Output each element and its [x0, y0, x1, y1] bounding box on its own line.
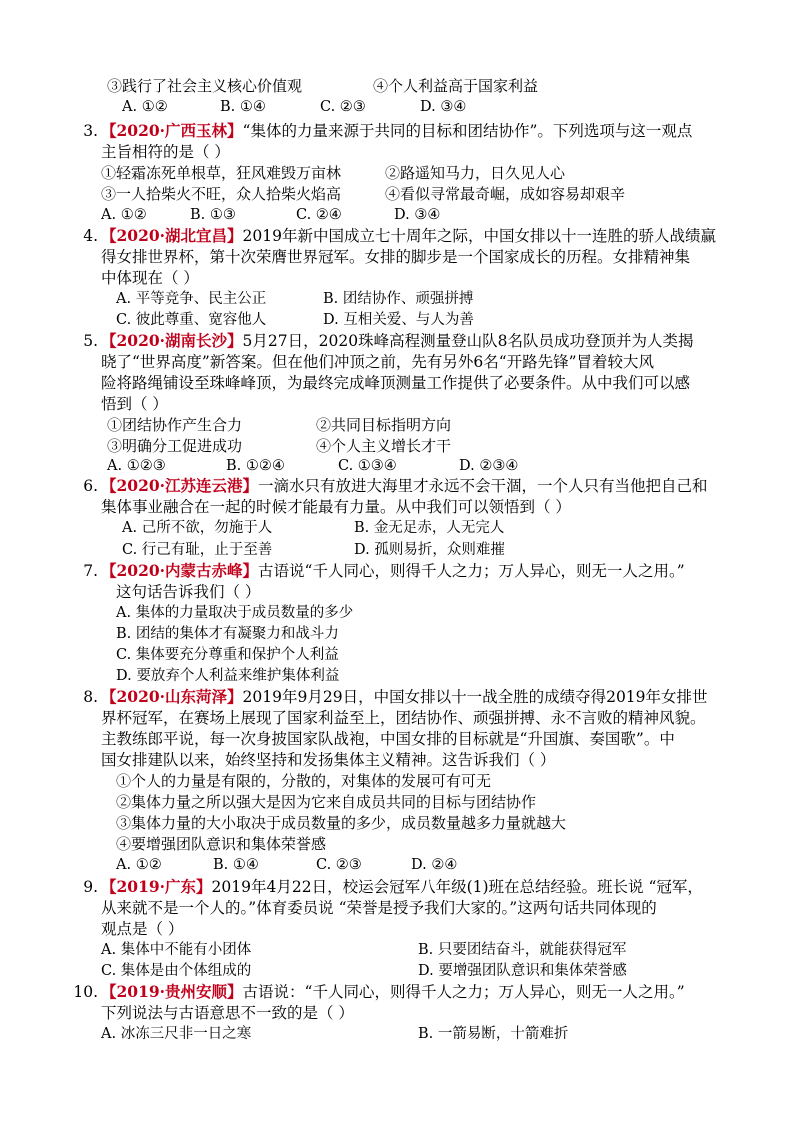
q3-option-a: A. ①②	[101, 207, 147, 223]
question-10-line-1	[72, 982, 685, 1002]
q5-statement-1: ①团结协作产生合力	[107, 416, 243, 434]
q5-option-d: D. ②③④	[459, 458, 519, 474]
q4-option-a: A. 平等竞争、民主公正	[116, 291, 267, 307]
question-text: 古语说：“千人同心，则得千人之力；万人异心，则无一人之用。”	[242, 983, 685, 1001]
q5-option-b: B. ①②④	[226, 458, 285, 474]
q3-option-d: D. ③④	[394, 207, 441, 223]
q3-statement-1: ①轻霜冻死单根草，狂风难毁万亩林	[101, 164, 342, 182]
statement-3: ③践行了社会主义核心价值观	[107, 77, 303, 95]
q3-option-c: C. ②④	[296, 207, 342, 223]
question-text: 2019年新中国成立七十周年之际，中国女排以十一连胜的骄人战绩赢	[242, 227, 716, 245]
question-4-line-3: 中体现在（ ）	[101, 269, 199, 287]
source-tag: 【2020·湖南长沙】	[101, 331, 243, 350]
option-a: A. ①②	[122, 99, 168, 115]
question-number: 10.	[73, 983, 98, 1001]
question-text: 2019年9月29日，中国女排以十一战全胜的成绩夺得2019年女排世	[242, 688, 708, 706]
source-tag: 【2020·江苏连云港】	[101, 476, 259, 495]
source-tag: 【2020·湖北宜昌】	[101, 226, 243, 245]
q4-option-d: D. 互相关爱、与人为善	[323, 312, 474, 328]
source-tag: 【2020·内蒙古赤峰】	[101, 561, 259, 580]
q7-option-a: A. 集体的力量取决于成员数量的多少	[116, 605, 354, 621]
q5-statement-2: ②共同目标指明方向	[316, 416, 452, 434]
q5-option-c: C. ①③④	[338, 458, 397, 474]
q9-option-d: D. 要增强团队意识和集体荣誉感	[418, 963, 627, 979]
question-10-line-2: 下列说法与古语意思不一致的是（ ）	[101, 1004, 354, 1022]
q9-option-a: A. 集体中不能有小团体	[101, 942, 252, 958]
question-7-line-1	[76, 561, 685, 581]
q3-statement-3: ③一人拾柴火不旺，众人拾柴火焰高	[101, 185, 342, 203]
q8-option-d: D. ②④	[411, 857, 458, 873]
question-5-line-1	[76, 331, 693, 351]
option-d: D. ③④	[420, 99, 467, 115]
q7-option-d: D. 要放弃个人利益来维护集体利益	[116, 668, 340, 684]
q6-option-d: D. 孤则易折，众则难摧	[354, 542, 505, 558]
option-b: B. ①④	[220, 99, 266, 115]
question-4-line-1	[76, 226, 716, 246]
q6-option-a: A. 己所不欲，勿施于人	[122, 520, 273, 536]
source-tag: 【2020·广西玉林】	[101, 121, 243, 140]
q4-option-b: B. 团结协作、顽强拼搏	[323, 291, 474, 307]
q8-statement-1: ①个人的力量是有限的，分散的，对集体的发展可有可无	[116, 772, 492, 790]
q3-statement-2: ②路遥知马力，日久见人心	[385, 164, 566, 182]
question-text: 一滴水只有放进大海里才永远不会干涸，一个人只有当他把自己和	[258, 477, 708, 495]
question-number: 4.	[83, 227, 98, 245]
q8-option-b: B. ①④	[213, 857, 259, 873]
q3-option-b: B. ①③	[190, 207, 236, 223]
question-7-line-2: 这句话告诉我们（ ）	[116, 583, 261, 601]
question-number: 6.	[83, 477, 98, 495]
source-tag: 【2019·贵州安顺】	[101, 982, 243, 1001]
question-8-line-3: 主教练郎平说，每一次身披国家队战袍，中国女排的目标就是“升国旗、奏国歌”。中	[101, 730, 675, 748]
source-tag: 【2020·山东菏泽】	[101, 687, 243, 706]
q6-option-c: C. 行己有耻，止于至善	[122, 542, 273, 558]
question-number: 9.	[83, 878, 98, 896]
question-6-line-2: 集体事业融合在一起的时候才能最有力量。从中我们可以领悟到（ ）	[101, 498, 571, 516]
question-text: “集体的力量来源于共同的目标和团结协作”。下列选项与这一观点	[242, 122, 693, 140]
q9-option-c: C. 集体是由个体组成的	[101, 963, 252, 979]
question-9-line-1	[76, 877, 703, 897]
q8-option-c: C. ②③	[316, 857, 362, 873]
question-number: 3.	[83, 122, 98, 140]
q9-option-b: B. 只要团结奋斗，就能获得冠军	[418, 942, 627, 958]
q10-option-a: A. 冰冻三尺非一日之寒	[101, 1026, 252, 1042]
question-4-line-2: 得女排世界杯，第十次荣膺世界冠军。女排的脚步是一个国家成长的历程。女排精神集	[101, 248, 691, 266]
question-8-line-1	[76, 687, 708, 707]
question-3-line-2: 主旨相符的是（ ）	[101, 143, 230, 161]
q8-statement-2: ②集体力量之所以强大是因为它来自成员共同的目标与团结协作	[116, 793, 537, 811]
question-6-line-1	[76, 476, 708, 496]
q7-option-c: C. 集体要充分尊重和保护个人利益	[116, 647, 339, 663]
q8-statement-3: ③集体力量的大小取决于成员数量的多少，成员数量越多力量就越大	[116, 814, 567, 832]
question-number: 5.	[83, 332, 98, 350]
question-9-line-2: 从来就不是一个人的。”体育委员说 “荣誉是授予我们大家的。”这两句话共同体现的	[101, 899, 657, 917]
question-8-line-4: 国女排建队以来，始终坚持和发扬集体主义精神。这告诉我们（ ）	[101, 751, 556, 769]
question-number: 7.	[83, 562, 98, 580]
question-5-line-4: 悟到（ ）	[101, 395, 168, 413]
question-5-line-2: 晓了“世界高度”新答案。但在他们冲顶之前，先有另外6名“开路先锋”冒着较大风	[101, 353, 655, 371]
statement-4: ④个人利益高于国家利益	[373, 77, 539, 95]
question-8-line-2: 界杯冠军，在赛场上展现了国家利益至上，团结协作、顽强拼搏、永不言败的精神风貌。	[101, 709, 706, 727]
question-number: 8.	[83, 688, 98, 706]
q7-option-b: B. 团结的集体才有凝聚力和战斗力	[116, 626, 339, 642]
q4-option-c: C. 彼此尊重、宽容他人	[116, 312, 267, 328]
option-c: C. ②③	[320, 99, 366, 115]
q8-statement-4: ④要增强团队意识和集体荣誉感	[116, 835, 327, 853]
question-9-line-3: 观点是（ ）	[101, 920, 184, 938]
q5-statement-4: ④个人主义增长才干	[316, 437, 452, 455]
question-3-line-1	[76, 121, 692, 141]
q5-statement-3: ③明确分工促进成功	[107, 437, 243, 455]
q5-option-a: A. ①②③	[107, 458, 166, 474]
q8-option-a: A. ①②	[116, 857, 162, 873]
q3-statement-4: ④看似寻常最奇崛，成如容易却艰辛	[385, 185, 626, 203]
question-text: 2019年4月22日，校运会冠军八年级(1)班在总结经验。班长说 “冠军，	[211, 878, 703, 896]
question-text: 古语说“千人同心，则得千人之力；万人异心，则无一人之用。”	[258, 562, 685, 580]
q6-option-b: B. 金无足赤，人无完人	[354, 520, 505, 536]
question-5-line-3: 险将路绳铺设至珠峰峰顶，为最终完成峰顶测量工作提供了必要条件。从中我们可以感	[101, 374, 691, 392]
source-tag: 【2019·广东】	[101, 877, 212, 896]
question-text: 5月27日，2020珠峰高程测量登山队8名队员成功登顶并为人类揭	[242, 332, 694, 350]
q10-option-b: B. 一箭易断，十箭难折	[418, 1026, 569, 1042]
